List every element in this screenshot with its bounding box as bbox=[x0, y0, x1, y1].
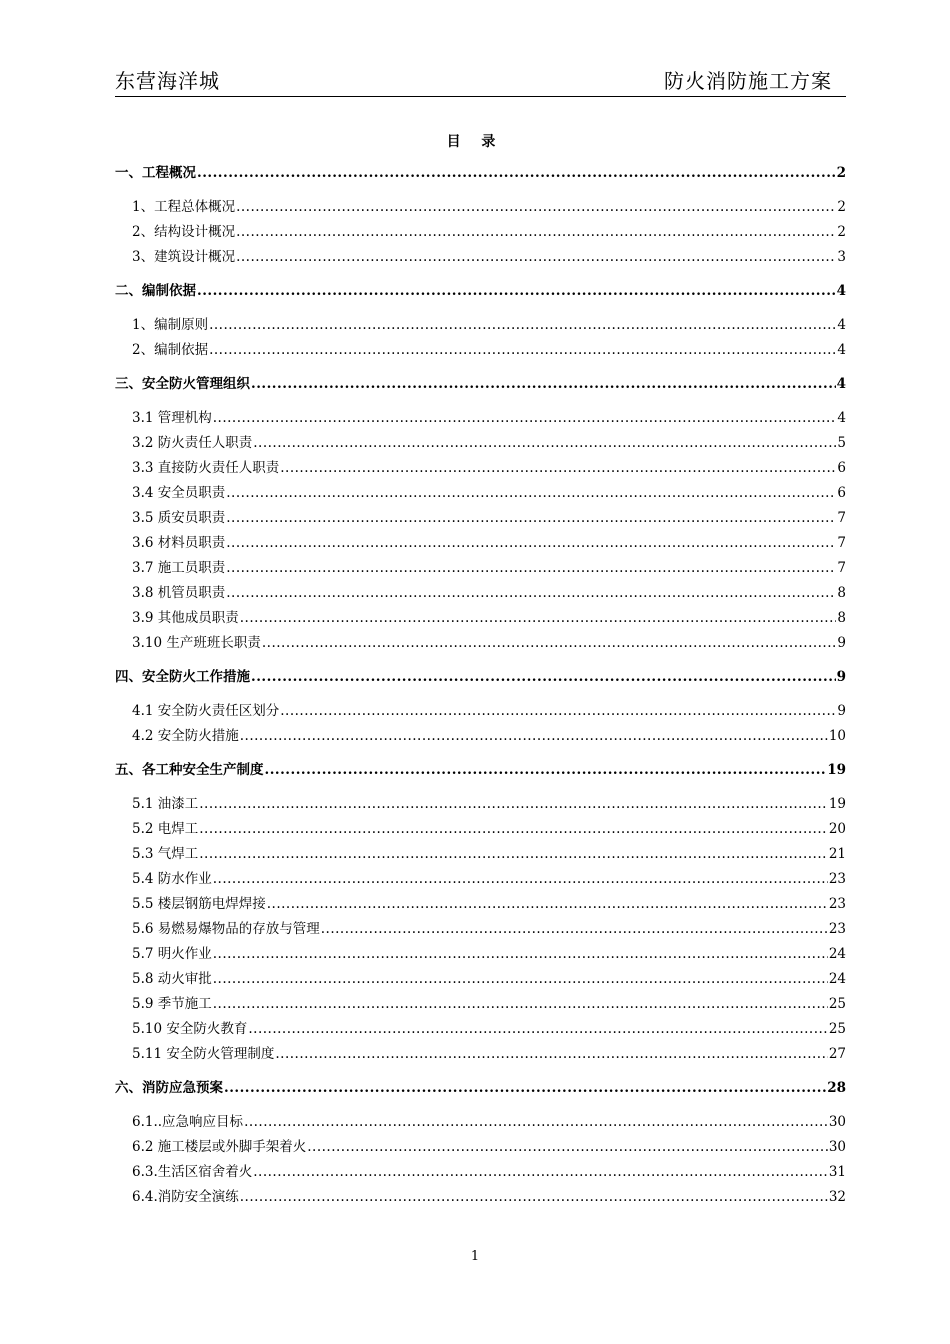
toc-entry-page: 7 bbox=[837, 510, 846, 526]
toc-entry-text: 3.6 材料员职责 bbox=[132, 535, 226, 551]
toc-dot-leader bbox=[213, 867, 828, 892]
table-of-contents bbox=[115, 161, 846, 1210]
toc-entry-page: 6 bbox=[837, 460, 846, 476]
toc-dot-leader bbox=[262, 631, 837, 656]
toc-subsection-entry[interactable] bbox=[115, 967, 846, 992]
toc-entry-text: 二、编制依据 bbox=[115, 283, 196, 299]
toc-subsection-entry[interactable] bbox=[115, 992, 846, 1017]
toc-entry-text: 6.1..应急响应目标 bbox=[132, 1114, 244, 1130]
toc-subsection-entry[interactable] bbox=[115, 867, 846, 892]
toc-dot-leader bbox=[251, 665, 836, 690]
toc-entry-text: 3.9 其他成员职责 bbox=[132, 610, 239, 626]
toc-dot-leader bbox=[226, 556, 836, 581]
toc-entry-page: 23 bbox=[828, 896, 846, 912]
toc-entry-text: 5.3 气焊工 bbox=[132, 846, 199, 862]
toc-dot-leader bbox=[213, 942, 828, 967]
toc-entry-page: 6 bbox=[837, 485, 846, 501]
toc-subsection-entry[interactable] bbox=[115, 1135, 846, 1160]
toc-entry-page: 4 bbox=[837, 317, 846, 333]
toc-title: 目 录 bbox=[446, 134, 504, 150]
toc-entry-text: 一、工程概况 bbox=[115, 165, 196, 181]
toc-entry-page: 9 bbox=[837, 703, 846, 719]
toc-dot-leader bbox=[199, 792, 828, 817]
toc-subsection-entry[interactable] bbox=[115, 406, 846, 431]
toc-dot-leader bbox=[197, 279, 836, 304]
toc-entry-text: 5.2 电焊工 bbox=[132, 821, 199, 837]
toc-entry-text: 4.1 安全防火责任区划分 bbox=[132, 703, 280, 719]
toc-entry-page: 7 bbox=[837, 535, 846, 551]
toc-entry-text: 4.2 安全防火措施 bbox=[132, 728, 239, 744]
toc-entry-page: 9 bbox=[836, 669, 846, 685]
toc-subsection-entry[interactable] bbox=[115, 842, 846, 867]
toc-entry-text: 2、结构设计概况 bbox=[132, 224, 236, 240]
toc-entry-page: 4 bbox=[837, 342, 846, 358]
toc-dot-leader bbox=[253, 1160, 828, 1185]
toc-entry-page: 27 bbox=[828, 1046, 846, 1062]
toc-entry-text: 5.4 防水作业 bbox=[132, 871, 212, 887]
toc-dot-leader bbox=[226, 506, 836, 531]
toc-entry-page: 9 bbox=[837, 635, 846, 651]
toc-dot-leader bbox=[236, 195, 836, 220]
toc-entry-text: 1、编制原则 bbox=[132, 317, 209, 333]
toc-entry-page: 23 bbox=[828, 921, 846, 937]
toc-dot-leader bbox=[199, 842, 828, 867]
toc-entry-page: 4 bbox=[836, 376, 846, 392]
toc-section-entry[interactable] bbox=[115, 758, 846, 783]
toc-dot-leader bbox=[265, 758, 827, 783]
toc-entry-page: 4 bbox=[837, 410, 846, 426]
toc-subsection-entry[interactable] bbox=[115, 556, 846, 581]
page-number: 1 bbox=[470, 1249, 480, 1264]
toc-entry-page: 30 bbox=[828, 1114, 846, 1130]
toc-entry-text: 三、安全防火管理组织 bbox=[115, 376, 250, 392]
toc-subsection-entry[interactable] bbox=[115, 338, 846, 363]
toc-dot-leader bbox=[224, 1076, 826, 1101]
toc-entry-text: 6.2 施工楼层或外脚手架着火 bbox=[132, 1139, 307, 1155]
toc-entry-text: 5.6 易燃易爆物品的存放与管理 bbox=[132, 921, 320, 937]
toc-entry-page: 7 bbox=[837, 560, 846, 576]
toc-subsection-entry[interactable] bbox=[115, 531, 846, 556]
toc-dot-leader bbox=[197, 161, 836, 186]
toc-entry-text: 5.5 楼层钢筋电焊焊接 bbox=[132, 896, 266, 912]
toc-entry-text: 5.9 季节施工 bbox=[132, 996, 212, 1012]
toc-entry-text: 3.1 管理机构 bbox=[132, 410, 212, 426]
toc-entry-text: 3.7 施工员职责 bbox=[132, 560, 226, 576]
toc-entry-text: 3.10 生产班班长职责 bbox=[132, 635, 261, 651]
header-document-title: 防火消防施工方案 bbox=[664, 69, 832, 93]
toc-dot-leader bbox=[226, 531, 836, 556]
toc-dot-leader bbox=[213, 406, 837, 431]
toc-entry-page: 21 bbox=[828, 846, 846, 862]
toc-subsection-entry[interactable] bbox=[115, 699, 846, 724]
toc-subsection-entry[interactable] bbox=[115, 892, 846, 917]
toc-subsection-entry[interactable] bbox=[115, 917, 846, 942]
toc-entry-page: 4 bbox=[836, 283, 846, 299]
toc-dot-leader bbox=[240, 724, 828, 749]
toc-subsection-entry[interactable] bbox=[115, 631, 846, 656]
toc-entry-text: 5.11 安全防火管理制度 bbox=[132, 1046, 275, 1062]
toc-subsection-entry[interactable] bbox=[115, 506, 846, 531]
toc-subsection-entry[interactable] bbox=[115, 724, 846, 749]
toc-section-entry[interactable] bbox=[115, 1076, 846, 1101]
toc-entry-text: 五、各工种安全生产制度 bbox=[115, 762, 264, 778]
toc-dot-leader bbox=[236, 220, 836, 245]
toc-dot-leader bbox=[275, 1042, 827, 1067]
toc-entry-page: 5 bbox=[837, 435, 846, 451]
toc-entry-text: 5.7 明火作业 bbox=[132, 946, 212, 962]
toc-section-entry[interactable] bbox=[115, 665, 846, 690]
toc-subsection-entry[interactable] bbox=[115, 792, 846, 817]
toc-dot-leader bbox=[213, 992, 828, 1017]
toc-entry-text: 5.10 安全防火教育 bbox=[132, 1021, 248, 1037]
toc-section-entry[interactable] bbox=[115, 372, 846, 397]
toc-dot-leader bbox=[199, 817, 828, 842]
toc-dot-leader bbox=[280, 699, 836, 724]
toc-dot-leader bbox=[267, 892, 828, 917]
toc-subsection-entry[interactable] bbox=[115, 581, 846, 606]
toc-entry-page: 25 bbox=[828, 1021, 846, 1037]
toc-entry-text: 2、编制依据 bbox=[132, 342, 209, 358]
toc-dot-leader bbox=[253, 431, 836, 456]
toc-entry-page: 23 bbox=[828, 871, 846, 887]
toc-entry-page: 24 bbox=[828, 946, 846, 962]
toc-dot-leader bbox=[280, 456, 836, 481]
toc-entry-text: 3.4 安全员职责 bbox=[132, 485, 226, 501]
toc-subsection-entry[interactable] bbox=[115, 817, 846, 842]
toc-entry-text: 1、工程总体概况 bbox=[132, 199, 236, 215]
toc-entry-page: 10 bbox=[828, 728, 846, 744]
toc-entry-text: 3.8 机管员职责 bbox=[132, 585, 226, 601]
toc-dot-leader bbox=[213, 967, 828, 992]
toc-entry-text: 5.8 动火审批 bbox=[132, 971, 212, 987]
toc-subsection-entry[interactable] bbox=[115, 942, 846, 967]
toc-entry-page: 8 bbox=[837, 610, 846, 626]
toc-entry-text: 3.2 防火责任人职责 bbox=[132, 435, 253, 451]
toc-entry-page: 28 bbox=[827, 1080, 846, 1096]
toc-entry-page: 19 bbox=[827, 762, 846, 778]
toc-subsection-entry[interactable] bbox=[115, 245, 846, 270]
toc-dot-leader bbox=[236, 245, 836, 270]
toc-dot-leader bbox=[244, 1110, 828, 1135]
toc-dot-leader bbox=[251, 372, 836, 397]
toc-entry-page: 20 bbox=[828, 821, 846, 837]
toc-subsection-entry[interactable] bbox=[115, 220, 846, 245]
toc-subsection-entry[interactable] bbox=[115, 1185, 846, 1210]
toc-dot-leader bbox=[321, 917, 828, 942]
toc-entry-text: 3、建筑设计概况 bbox=[132, 249, 236, 265]
toc-entry-text: 3.3 直接防火责任人职责 bbox=[132, 460, 280, 476]
toc-entry-text: 6.4.消防安全演练 bbox=[132, 1189, 239, 1205]
toc-dot-leader bbox=[307, 1135, 828, 1160]
toc-dot-leader bbox=[248, 1017, 827, 1042]
toc-entry-page: 25 bbox=[828, 996, 846, 1012]
toc-subsection-entry[interactable] bbox=[115, 1042, 846, 1067]
toc-subsection-entry[interactable] bbox=[115, 1017, 846, 1042]
toc-entry-page: 2 bbox=[837, 199, 846, 215]
toc-entry-page: 30 bbox=[828, 1139, 846, 1155]
toc-entry-page: 31 bbox=[828, 1164, 846, 1180]
toc-section-entry[interactable] bbox=[115, 279, 846, 304]
toc-section-entry[interactable] bbox=[115, 161, 846, 186]
toc-entry-page: 32 bbox=[828, 1189, 846, 1205]
toc-dot-leader bbox=[226, 581, 836, 606]
header-project-name: 东营海洋城 bbox=[115, 69, 220, 93]
toc-subsection-entry[interactable] bbox=[115, 1110, 846, 1135]
toc-subsection-entry[interactable] bbox=[115, 431, 846, 456]
toc-entry-page: 3 bbox=[837, 249, 846, 265]
toc-entry-page: 24 bbox=[828, 971, 846, 987]
toc-subsection-entry[interactable] bbox=[115, 1160, 846, 1185]
toc-entry-text: 四、安全防火工作措施 bbox=[115, 669, 250, 685]
toc-entry-text: 6.3.生活区宿舍着火 bbox=[132, 1164, 253, 1180]
toc-dot-leader bbox=[209, 338, 836, 363]
toc-dot-leader bbox=[209, 313, 836, 338]
toc-entry-text: 六、消防应急预案 bbox=[115, 1080, 223, 1096]
toc-dot-leader bbox=[240, 1185, 828, 1210]
toc-dot-leader bbox=[226, 481, 836, 506]
toc-subsection-entry[interactable] bbox=[115, 606, 846, 631]
toc-dot-leader bbox=[240, 606, 837, 631]
toc-entry-page: 19 bbox=[828, 796, 846, 812]
toc-entry-page: 2 bbox=[837, 224, 846, 240]
toc-subsection-entry[interactable] bbox=[115, 313, 846, 338]
toc-subsection-entry[interactable] bbox=[115, 195, 846, 220]
toc-entry-text: 5.1 油漆工 bbox=[132, 796, 199, 812]
toc-subsection-entry[interactable] bbox=[115, 481, 846, 506]
page-header bbox=[115, 66, 846, 97]
toc-entry-page: 2 bbox=[836, 165, 846, 181]
toc-entry-text: 3.5 质安员职责 bbox=[132, 510, 226, 526]
toc-subsection-entry[interactable] bbox=[115, 456, 846, 481]
toc-entry-page: 8 bbox=[837, 585, 846, 601]
